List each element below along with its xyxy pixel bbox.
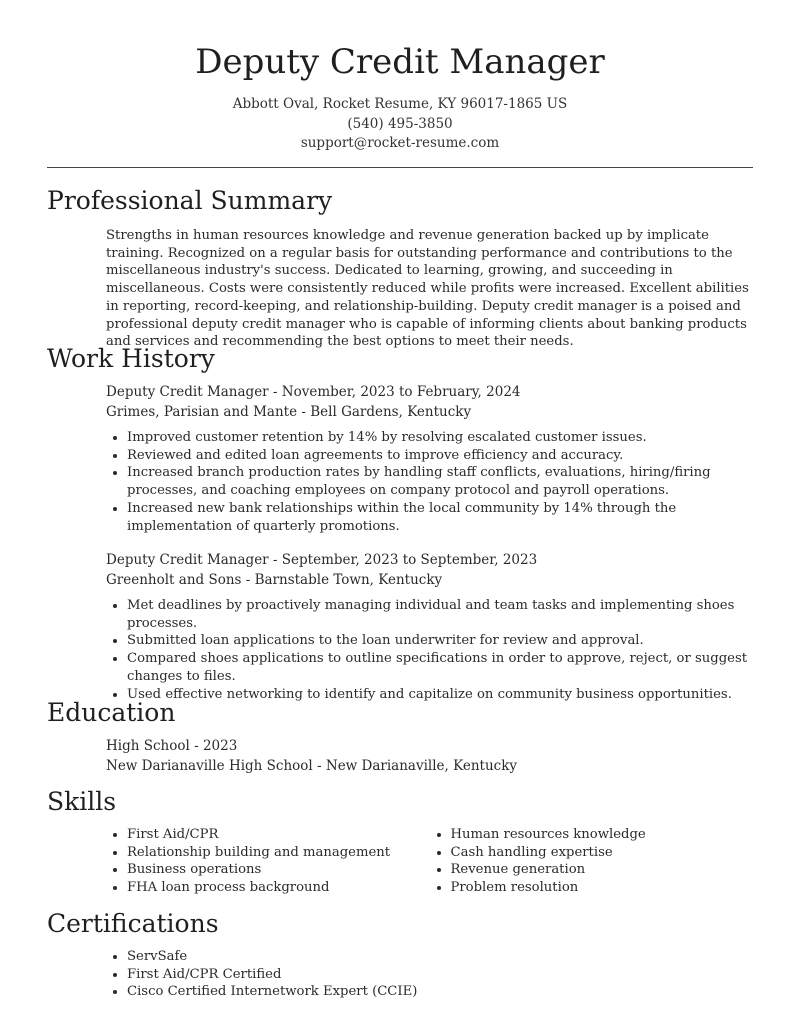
skill-item: • First Aid/CPR [127,826,430,844]
certifications-list [106,948,753,1001]
job-company-line: Grimes, Parisian and Mante - Bell Gardens, Kentucky [106,403,472,420]
section-title-education: Education [47,698,176,727]
skill-item: • Business operations [127,861,430,879]
education-degree-line: High School - 2023 [106,738,238,754]
job-bullet: • Used effective networking to identify and capitalize on community business opportunities. [127,686,753,704]
job-entry [106,383,753,422]
job-bullet: • Reviewed and edited loan agreements to improve efficiency and accuracy. [127,447,753,465]
contact-email: support@rocket-resume.com [300,135,500,151]
job-title-line: Deputy Credit Manager - September, 2023 to September, 2023 [106,552,538,568]
section-title-work-history: Work History [47,344,215,373]
job-bullets [106,597,753,703]
contact-info [0,95,800,154]
job-bullet: • Submitted loan applications to the loan underwriter for review and approval. [127,632,753,650]
summary-text: Strengths in human resources knowledge and revenue generation backed up by implicate training. Recognized on a regular basis for outstanding performance and contributions to the miscellaneous industry's success. Dedicated to learning, growing, and succeeding in miscellaneous. Costs were consistently reduced while profits were increased. Excellent abilities in reporting, record-keeping, and relationship-building. Deputy credit manager is a poised and professional deputy credit manager who is capable of informing clients about banking products and services and recommending the best options to meet their needs. [106,228,749,350]
education-school-line: New Darianaville High School - New Darianaville, Kentucky [106,757,518,774]
job-bullet: • Met deadlines by proactively managing individual and team tasks and implementing shoes processes. [127,597,753,632]
skills-column-right [430,826,754,897]
job-bullet: • Improved customer retention by 14% by resolving escalated customer issues. [127,429,753,447]
candidate-name: Deputy Credit Manager [195,42,605,82]
skill-item: • Problem resolution [451,879,754,897]
job-bullet: • Increased new bank relationships within the local community by 14% through the implementation of quarterly promotions. [127,500,753,535]
header-divider [47,167,753,168]
skill-item: • Cash handling expertise [451,844,754,862]
contact-phone: (540) 495-3850 [347,115,453,132]
skills-list [106,826,753,897]
resume-header [0,0,800,154]
job-company-line: Greenholt and Sons - Barnstable Town, Kentucky [106,571,443,588]
certification-item: • Cisco Certified Internetwork Expert (CCIE) [127,983,753,1001]
certification-item: • ServSafe [127,948,753,966]
job-bullets [106,429,753,535]
job-bullet: • Increased branch production rates by handling staff conflicts, evaluations, hiring/firing processes, and coaching employees on company protocol and payroll operations. [127,464,753,499]
certification-item: • First Aid/CPR Certified [127,966,753,984]
education-entry [106,737,753,776]
section-title-summary: Professional Summary [47,186,333,215]
section-title-certifications: Certifications [47,909,219,938]
job-title-line: Deputy Credit Manager - November, 2023 to February, 2024 [106,384,521,400]
job-bullet: • Compared shoes applications to outline specifications in order to approve, reject, or suggest changes to files. [127,650,753,685]
contact-address: Abbott Oval, Rocket Resume, KY 96017-1865 US [232,96,568,112]
job-entry [106,551,753,590]
skill-item: • Human resources knowledge [451,826,754,844]
skill-item: • FHA loan process background [127,879,430,897]
skill-item: • Relationship building and management [127,844,430,862]
section-title-skills: Skills [47,787,117,816]
skill-item: • Revenue generation [451,861,754,879]
skills-column-left [106,826,430,897]
